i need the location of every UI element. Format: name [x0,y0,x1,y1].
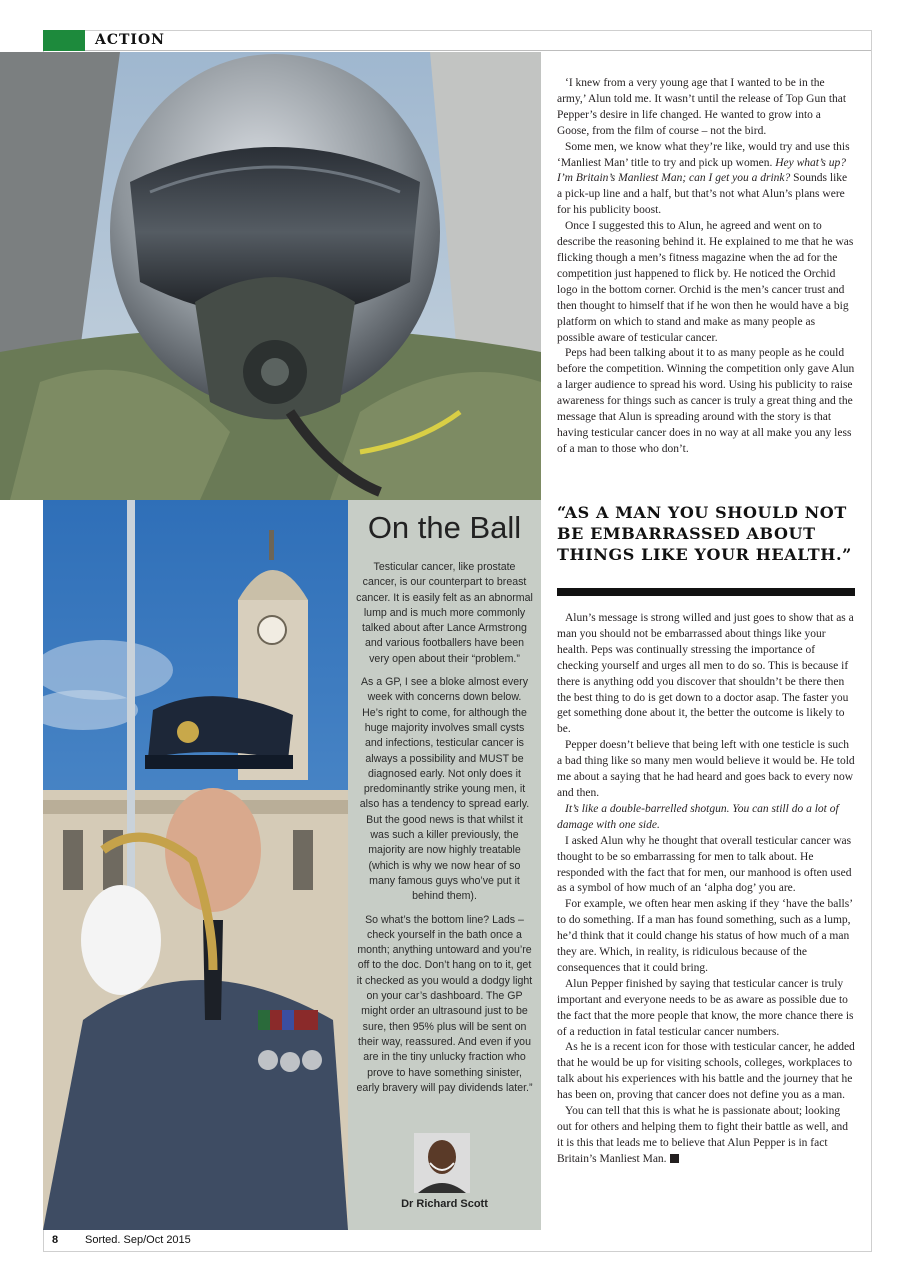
page-number: 8 [52,1234,59,1246]
pull-quote: “AS A MAN YOU SHOULD NOT BE EMBARRASSED ABOUT THINGS LIKE YOUR HEALTH.” [557,503,852,564]
section-label: ACTION [95,32,165,48]
author-name: Dr Richard Scott [401,1198,488,1210]
sidebar-paragraph: As a GP, I see a bloke almost every week with concerns down below. He’s right to come, for although the huge majority involves small cysts and infections, testicular cancer is always a possibility and MUST be diagnosed early. Not only does it predominantly strike young men, it also has a tendency to spread early. But the good news is that whilst it was such a killer previously, the majority are now highly treatable (which is why we now hear of so many famous guys who’ve put it behind them). [359,676,530,903]
text-run: Sounds like a pick-up line and a half, but that’s not what Alun’s plans were for his publicity boost. [557,172,848,217]
on-the-ball-sidebar [348,500,541,1230]
article-paragraph [557,1104,855,1168]
section-color-tab [43,30,85,51]
italic-quote: Hey what’s up? I’m Britain’s Manliest Man; can I get you a drink? [557,156,846,185]
article-paragraph: Alun’s message is strong willed and just goes to show that as a man you should not be embarrassed about things like your health. Peps was continually stressing the importance of checking yourself and urges all men to do so. This is because if there is anything odd you discover that shouldn’t be there then the best thing to do is get down to a doctor asap. The faster you get something done about it, the better the outcome is likely to be. [557,612,854,736]
pull-quote-rule [557,588,855,596]
officer-with-sword-photo [43,500,348,1230]
sidebar-paragraph: Testicular cancer, like prostate cancer, is our counterpart to breast cancer. It is easily felt as an abnormal lump and is much more commonly talked about after Lance Armstrong and various footballers have been very open about their “problem.” [356,561,533,665]
article-paragraph: ‘I knew from a very young age that I wanted to be in the army,’ Alun told me. It wasn’t until the release of Top Gun that Pepper’s desire in life changed. He wanted to grow into a Goose, from the film of course – not the bird. [557,77,847,137]
italic-saying: It’s like a double-barrelled shotgun. You can still do a lot of damage with one side. [557,802,839,831]
article-paragraph [557,140,855,220]
header-rule [85,50,871,51]
article-paragraph: Peps had been talking about it to as many people as he could before the competition. Winning the competition only gave Alun a larger audience to spread his word. Using his publicity to raise awareness for things such as cancer is truly a great thing and the message that Alun is spreading around with the story is that having testicular cancer does in no way at all make you any less of a man to those who don’t. [557,347,855,455]
sidebar-paragraph: So what’s the bottom line? Lads – check yourself in the bath once a month; anything untoward and you’re off to the doc. Don’t hang on to it, get it checked as you would a dodgy light on your car’s dashboard. The GP might order an ultrasound just to be sure, then 95% plus will be sent on their way, reassured. And even if you are in the tiny unlucky fraction who prove to have something sinister, early bravery will pay dividends later.” [356,913,533,1094]
author-portrait-photo [414,1133,470,1193]
article-paragraph: I asked Alun why he thought that overall testicular cancer was thought to be so embarrassing for men to talk about. He responded with the fact that for men, our manhood is often used as a symbol of how much of an ‘alpha dog’ you are. [557,834,852,895]
section-header [43,30,871,51]
end-of-article-mark [670,1154,679,1163]
issue-label: Sorted. Sep/Oct 2015 [85,1234,191,1246]
article-column-bottom [557,611,855,1168]
sidebar-title: On the Ball [367,510,522,545]
text-run: Some men, we know what they’re like, would try and use this ‘Manliest Man’ title to try and pick up women. [557,140,850,169]
article-column-top [557,76,855,458]
article-paragraph: Once I suggested this to Alun, he agreed and went on to describe the reasoning behind it. He explained to me that he was flicking though a men’s fitness magazine when the ad for the competition just happened to flick by. He noticed the Orchid logo in the bottom corner. Orchid is the men’s cancer trust and then thought to himself that if he won then he would have a big platform on which to stand and make as many people as possible aware of testicular cancer. [557,220,854,344]
article-paragraph: Pepper doesn’t believe that being left with one testicle is such a bad thing like so many men would believe it would be. He told me about a saying that he had heard and goes back to every now and then. [557,739,855,799]
sidebar-body [356,560,533,1104]
article-paragraph [557,802,855,834]
article-paragraph: Alun Pepper finished by saying that testicular cancer is truly important and everyone needs to be as aware as possible due to the fact that the more people that know, the more chance there is of a reduction in fatal testicular cancer numbers. [557,977,854,1038]
article-paragraph: For example, we often hear men asking if they ‘have the balls’ to do something. If a man has found something, such as a lump, he’d think that it could change his status of how much of a man they are. Which, in reality, is ridiculous because of the consequences that it could bring. [557,898,853,974]
pilot-selfie-photo [0,52,541,500]
article-paragraph: As he is a recent icon for those with testicular cancer, he added that he would be up for visiting schools, colleges, workplaces to talk about his experiences with his battle and the journey that he has been on, proving that cancer does not define you as a man. [557,1041,855,1102]
text-run: You can tell that this is what he is passionate about; looking out for others and helping them to fight their battle as well, and it is this that leads me to believe that Alun Pepper is in fact Britain’s Manliest Man. [557,1105,848,1165]
